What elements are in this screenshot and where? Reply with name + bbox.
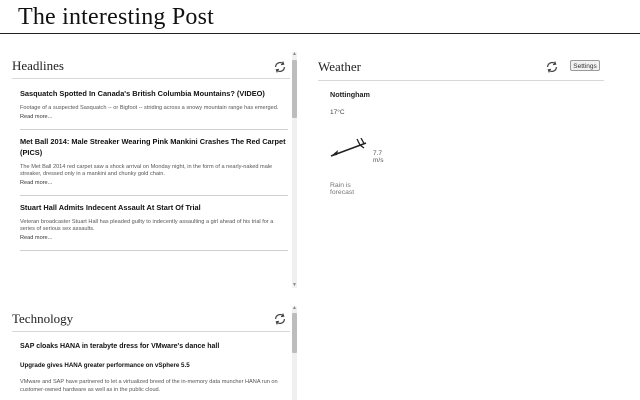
weather-divider bbox=[318, 80, 604, 81]
headline-title[interactable]: Met Ball 2014: Male Streaker Wearing Pink Mankini Crashes The Red Carpet (PICS) bbox=[20, 136, 286, 157]
scroll-thumb[interactable] bbox=[292, 60, 297, 118]
technology-list bbox=[20, 342, 288, 394]
list-item[interactable] bbox=[20, 84, 288, 130]
scroll-up-icon[interactable]: ▲ bbox=[292, 305, 297, 311]
headline-summary: Veteran broadcaster Stuart Hall has pleaded guilty to indecently assaulting a girl ahead of his trial for a series of serious sex assaults. bbox=[20, 218, 274, 233]
headlines-divider bbox=[12, 78, 290, 79]
technology-divider bbox=[12, 331, 290, 332]
read-more-link[interactable]: Read more... bbox=[20, 179, 53, 186]
scroll-thumb[interactable] bbox=[292, 313, 297, 353]
headline-summary: The Met Ball 2014 red carpet saw a shock arrival on Monday night, in the form of a nearly-naked male streaker, dressed only in a mankini and chunky gold chain. bbox=[20, 163, 273, 178]
weather-wind-speed: 7.7 m/s bbox=[373, 150, 384, 164]
read-more-link[interactable]: Read more... bbox=[20, 234, 53, 241]
scroll-up-icon[interactable]: ▲ bbox=[292, 51, 297, 57]
weather-forecast: Rain is forecast bbox=[330, 182, 355, 196]
scroll-down-icon[interactable]: ▼ bbox=[292, 282, 297, 288]
headlines-scrollbar[interactable] bbox=[292, 52, 297, 288]
tech-headline-summary: VMware and SAP have partnered to let a virtualized breed of the in-memory data muncher HANA run on customer-owned hardware as well as in the public cloud. bbox=[20, 379, 278, 393]
headline-title[interactable]: Sasquatch Spotted In Canada's British Columbia Mountains? (VIDEO) bbox=[20, 89, 265, 98]
title-divider bbox=[0, 33, 640, 34]
tech-headline-subtitle: Upgrade gives HANA greater performance on vSphere 5.5 bbox=[20, 362, 190, 369]
headline-title[interactable]: Stuart Hall Admits Indecent Assault At Start Of Trial bbox=[20, 202, 201, 212]
wind-arrow-icon bbox=[326, 138, 370, 160]
weather-temperature: 17°C bbox=[330, 109, 345, 116]
refresh-icon[interactable] bbox=[545, 60, 559, 74]
read-more-link[interactable]: Read more... bbox=[20, 113, 53, 120]
settings-button[interactable]: Settings bbox=[570, 60, 600, 71]
site-title: The interesting Post bbox=[18, 4, 214, 30]
headline-summary: Footage of a suspected Sasquatch -- or Bigfoot -- striding across a snowy mountain range has emerged. bbox=[20, 105, 279, 111]
tech-headline-title[interactable]: SAP cloaks HANA in terabyte dress for VMware's dance hall bbox=[20, 343, 220, 350]
headlines-list bbox=[20, 84, 288, 284]
weather-heading: Weather bbox=[318, 59, 361, 74]
refresh-icon[interactable] bbox=[273, 312, 287, 326]
list-item[interactable] bbox=[20, 196, 288, 251]
headlines-heading: Headlines bbox=[12, 58, 64, 73]
list-item[interactable] bbox=[20, 130, 288, 196]
weather-city: Nottingham bbox=[330, 90, 370, 99]
technology-scrollbar[interactable] bbox=[292, 306, 297, 400]
refresh-icon[interactable] bbox=[273, 60, 287, 74]
technology-heading: Technology bbox=[12, 311, 74, 326]
